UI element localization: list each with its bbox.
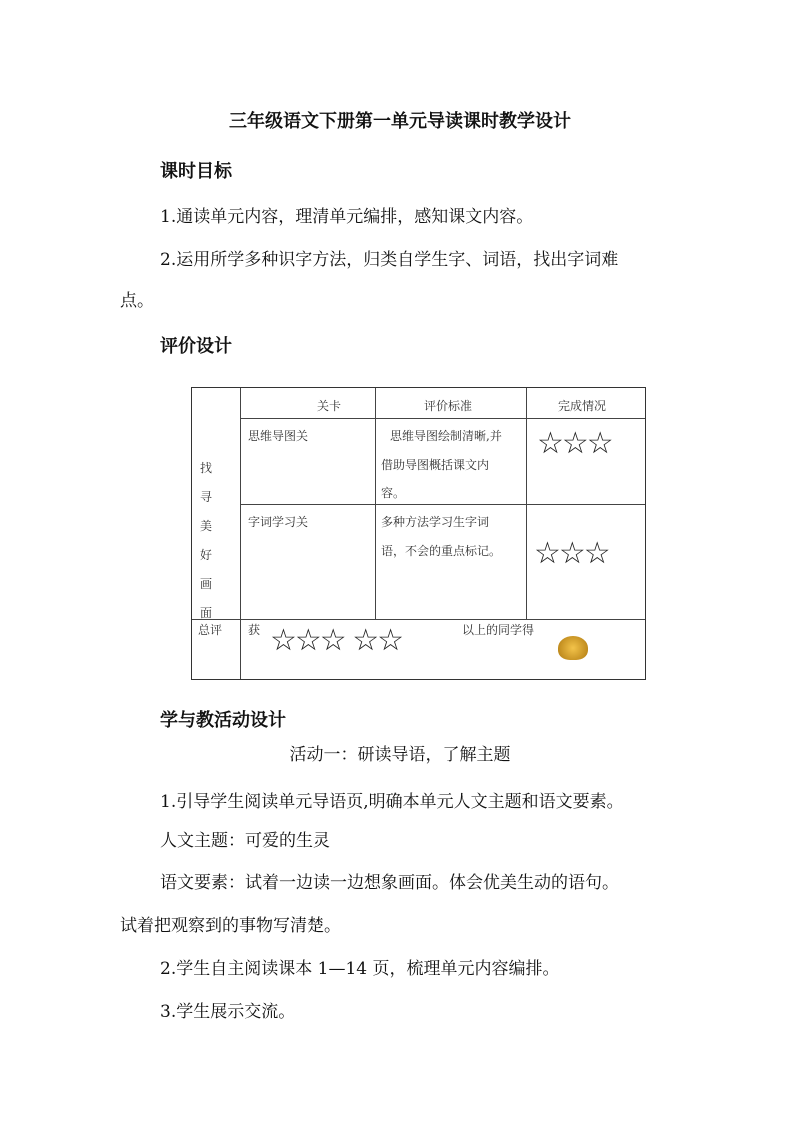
evaluation-table [191,387,646,680]
paragraph: 2.学生自主阅读课本 1—14 页，梳理单元内容编排。 [160,959,560,979]
paragraph: 1.通读单元内容，理清单元编排，感知课文内容。 [160,207,534,227]
header-cell: 评价标准 [424,399,473,413]
medal-icon [558,636,588,660]
heading-evaluation: 评价设计 [160,336,232,357]
star-rating: ☆☆☆ [537,426,612,461]
star-rating: ☆☆☆ [534,536,609,571]
paragraph: 试着把观察到的事物写清楚。 [120,916,341,936]
stage-cell: 字词学习关 [248,515,309,529]
paragraph: 点。 [120,291,154,311]
side-label: 找寻美好画面 [200,461,213,620]
document-title: 三年级语文下册第一单元导读课时教学设计 [229,111,571,132]
criteria-text: 思维导图绘制清晰,并 [390,429,502,443]
paragraph: 2.运用所学多种识字方法，归类自学生字、词语，找出字词难 [160,250,619,270]
paragraph: 人文主题：可爱的生灵 [160,831,330,851]
activity-title: 活动一：研读导语，了解主题 [289,745,511,765]
header-cell: 关卡 [317,399,342,413]
heading-objectives: 课时目标 [160,161,232,182]
paragraph: 语文要素：试着一边读一边想象画面。体会优美生动的语句。 [160,873,619,893]
heading-activities: 学与教活动设计 [160,710,286,731]
criteria-text: 语，不会的重点标记。 [381,544,502,558]
total-text: 以上的同学得 [462,623,535,637]
criteria-text: 借助导图概括课文内 [381,458,490,472]
total-label: 总评 [198,623,223,637]
total-text: 获 [248,623,261,637]
header-cell: 完成情况 [558,399,607,413]
paragraph: 3.学生展示交流。 [160,1002,296,1022]
criteria-text: 容。 [381,486,406,500]
stage-cell: 思维导图关 [248,429,309,443]
paragraph: 1.引导学生阅读单元导语页,明确本单元人文主题和语文要素。 [160,792,624,812]
total-stars: ☆☆☆ ☆☆ [270,623,403,658]
criteria-text: 多种方法学习生字词 [381,515,490,529]
